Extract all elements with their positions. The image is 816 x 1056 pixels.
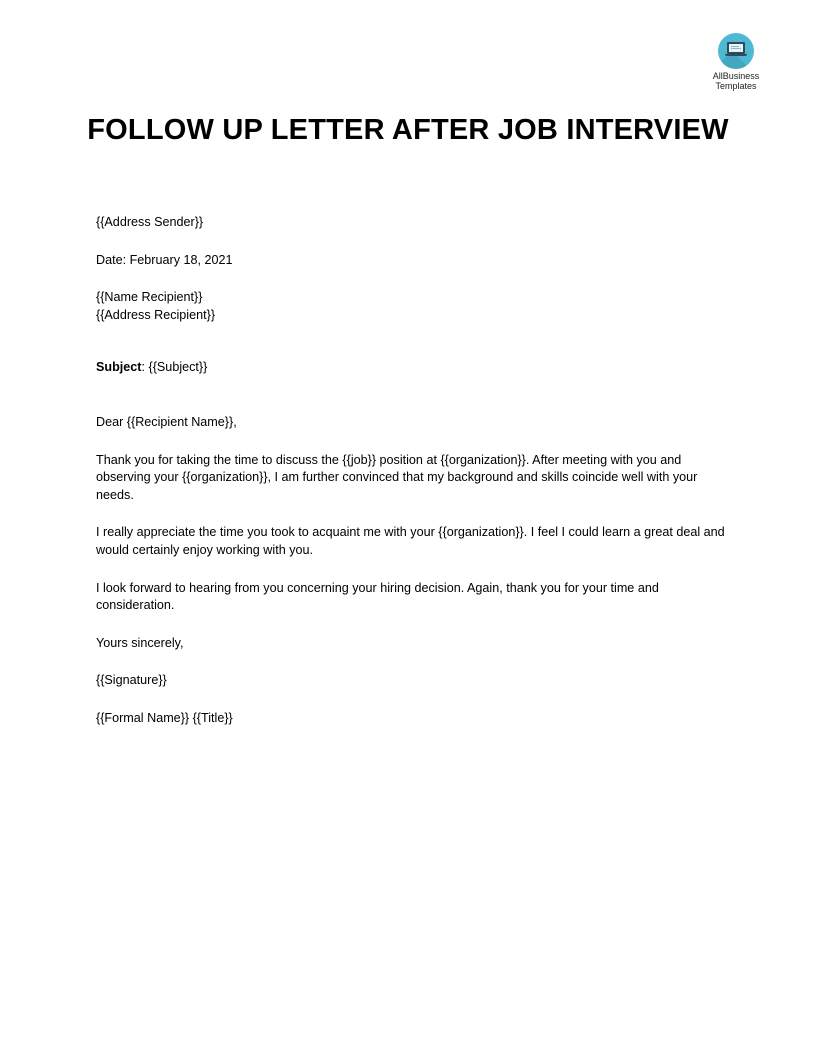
salutation: Dear {{Recipient Name}}, [96,414,237,429]
closing: Yours sincerely, [96,635,184,650]
subject-line [96,359,726,377]
logo-text [705,71,767,91]
address-sender: {{Address Sender}} [96,215,204,229]
name-recipient: {{Name Recipient}} [96,290,203,305]
subject-value: : {{Subject}} [141,360,208,375]
laptop-icon [718,33,754,69]
letter-body [96,214,726,728]
signature: {{Signature}} [96,673,167,688]
formal-name-title: {{Formal Name}} {{Title}} [96,710,233,725]
paragraph-3: I look forward to hearing from you concerning your hiring decision. Again, thank you for your time and consideration. [96,580,659,613]
document-title: FOLLOW UP LETTER AFTER JOB INTERVIEW [87,114,729,146]
paragraph-1: Thank you for taking the time to discuss the {{job}} position at {{organization}}. After meeting with you and observing your {{organization}}, I am further convinced that my background and skills coincide well with your needs. [96,452,698,502]
logo-text-line2: Templates [715,81,757,91]
address-recipient: {{Address Recipient}} [96,307,216,322]
allbusiness-templates-logo [705,33,767,91]
subject-label: Subject [96,360,142,375]
logo-text-line1: AllBusiness [712,71,760,81]
letter-date: Date: February 18, 2021 [96,252,233,267]
paragraph-2: I really appreciate the time you took to acquaint me with your {{organization}}. I feel I could learn a great deal and would certainly enjoy working with you. [96,525,725,557]
